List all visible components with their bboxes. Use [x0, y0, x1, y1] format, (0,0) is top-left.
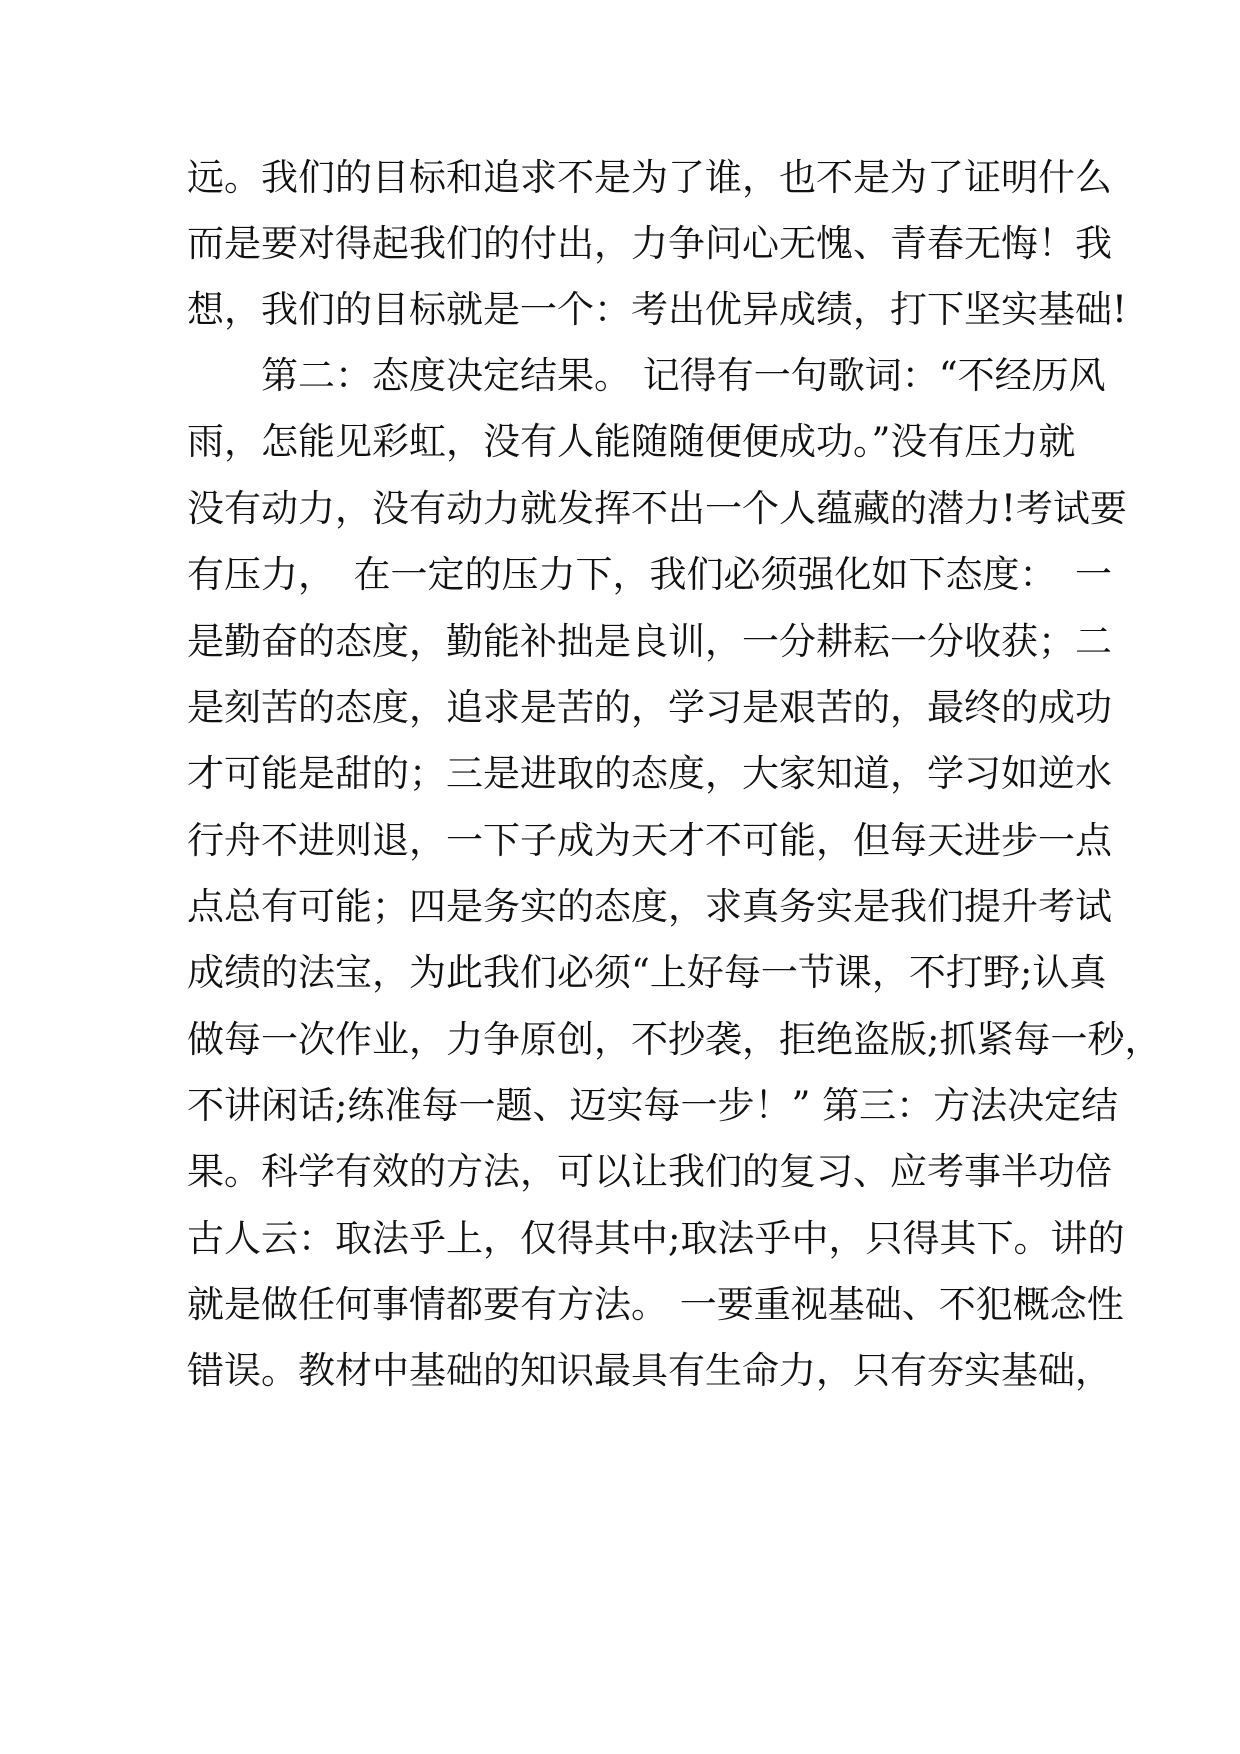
text-line: 才可能是甜的；三是进取的态度，大家知道，学习如逆水 — [187, 752, 1112, 795]
text-line: 不讲闲话;练准每一题、迈实每一步！” 第三：方法决定结 — [187, 1084, 1119, 1127]
text-line: 雨，怎能见彩虹，没有人能随随便便成功。”没有压力就 — [187, 420, 1076, 463]
text-line: 没有动力，没有动力就发挥不出一个人蕴藏的潜力!考试要 — [187, 487, 1127, 530]
text-line: 错误。教材中基础的知识最具有生命力，只有夯实基础， — [187, 1349, 1112, 1392]
text-line: 第二：态度决定结果。 记得有一句歌词：“不经历风 — [187, 354, 1106, 397]
text-line: 是勤奋的态度，勤能补拙是良训，一分耕耘一分收获；二 — [187, 620, 1112, 663]
text-line: 成绩的法宝，为此我们必须“上好每一节课，不打野;认真 — [187, 951, 1107, 994]
text-line: 果。科学有效的方法，可以让我们的复习、应考事半功倍 — [187, 1150, 1112, 1193]
text-line: 是刻苦的态度，追求是苦的，学习是艰苦的，最终的成功 — [187, 686, 1112, 729]
text-line: 就是做任何事情都要有方法。 一要重视基础、不犯概念性 — [187, 1283, 1124, 1326]
text-line: 而是要对得起我们的付出，力争问心无愧、青春无悔！我 — [187, 222, 1112, 265]
text-line: 远。我们的目标和追求不是为了谁，也不是为了证明什么 — [187, 156, 1112, 199]
text-line: 古人云：取法乎上，仅得其中;取法乎中，只得其下。讲的 — [187, 1217, 1125, 1260]
text-line: 想，我们的目标就是一个：考出优异成绩，打下坚实基础! — [187, 288, 1127, 331]
text-line: 行舟不进则退，一下子成为天才不可能，但每天进步一点 — [187, 819, 1112, 862]
text-line: 有压力， 在一定的压力下，我们必须强化如下态度： 一 — [187, 553, 1112, 596]
text-line: 做每一次作业，力争原创，不抄袭，拒绝盗版;抓紧每一秒， — [187, 1018, 1162, 1061]
text-line: 点总有可能；四是务实的态度，求真务实是我们提升考试 — [187, 885, 1112, 928]
